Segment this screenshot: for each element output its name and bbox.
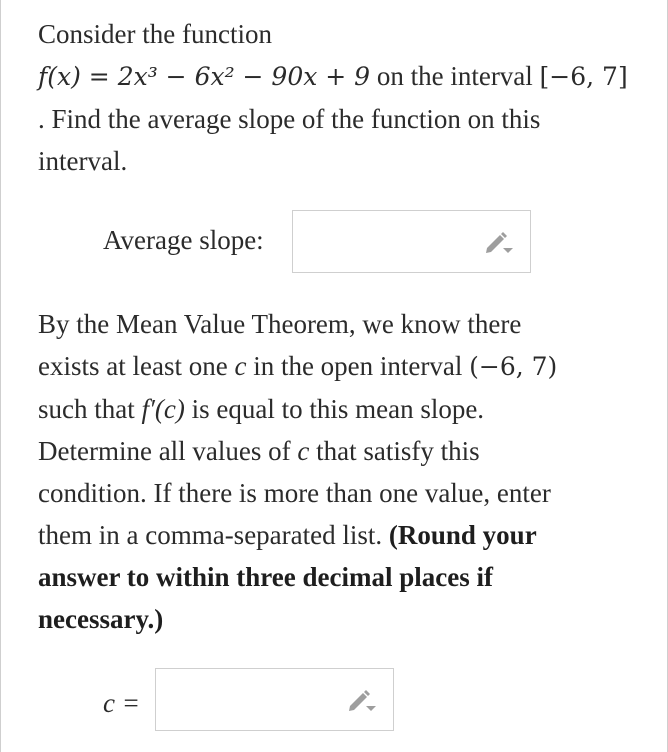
question-instruction: . Find the average slope of the function on this <box>38 104 541 134</box>
mvt-line-3 <box>38 388 557 430</box>
mvt-line-2-b: in the open interval <box>246 351 470 381</box>
function-definition-line <box>38 55 628 98</box>
mvt-line-2 <box>38 345 557 388</box>
average-slope-label: Average slope: <box>103 225 264 255</box>
c-equals-label: c = <box>103 688 140 718</box>
pencil-icon[interactable] <box>481 229 513 255</box>
mvt-line-6 <box>38 514 557 556</box>
question-part-1 <box>38 13 628 182</box>
question-part-2 <box>38 303 557 640</box>
mvt-line-4 <box>38 430 557 472</box>
variable-c: c <box>234 351 247 381</box>
mvt-line-6-a: them in a comma-separated list. <box>38 520 389 550</box>
closed-interval: [−6, 7] <box>539 62 628 91</box>
mvt-line-1: By the Mean Value Theorem, we know there <box>38 309 522 339</box>
question-intro: Consider the function <box>38 19 272 49</box>
mvt-line-3-a: such that <box>38 394 142 424</box>
mvt-line-4-a: Determine all values of <box>38 436 298 466</box>
rounding-note-2: answer to within three decimal places if <box>38 562 493 592</box>
open-interval: (−6, 7) <box>469 352 558 381</box>
variable-c-2: c <box>297 436 310 466</box>
function-expression: f(x) = 2x³ − 6x² − 90x + 9 <box>38 62 371 91</box>
derivative-expression: f′(c) <box>141 394 185 424</box>
question-instruction-cont: interval. <box>38 146 128 176</box>
mvt-line-3-b: is equal to this mean slope. <box>184 394 485 424</box>
average-slope-input[interactable] <box>292 210 531 273</box>
mvt-line-4-b: that satisfy this <box>309 436 480 466</box>
mvt-line-2-a: exists at least one <box>38 351 235 381</box>
pencil-icon[interactable] <box>344 687 376 713</box>
on-interval-text: on the interval <box>370 61 540 91</box>
mvt-line-5: condition. If there is more than one value, enter <box>38 478 551 508</box>
rounding-note-1: (Round your <box>388 520 537 550</box>
c-values-input[interactable] <box>155 668 394 731</box>
rounding-note-3: necessary.) <box>38 604 164 634</box>
